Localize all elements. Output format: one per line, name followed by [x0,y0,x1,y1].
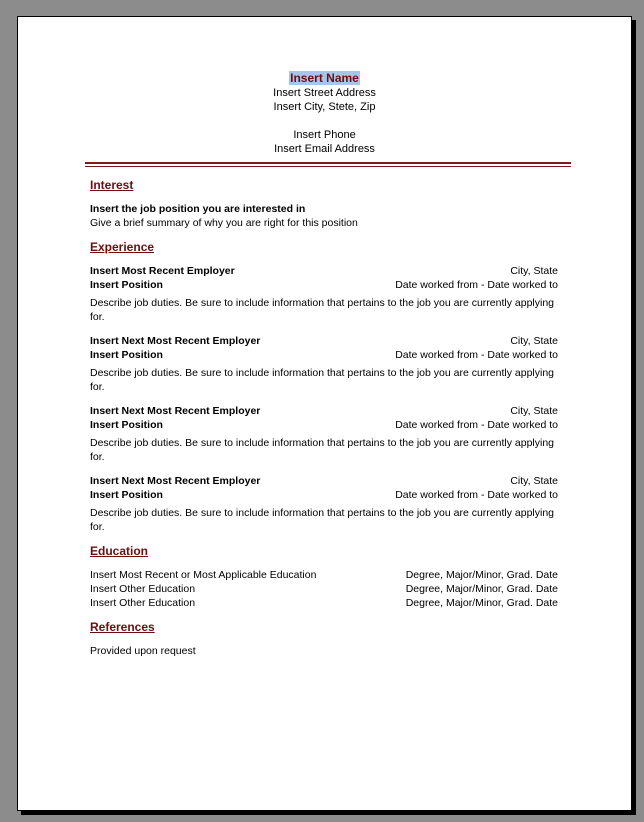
school[interactable]: Insert Other Education [90,597,196,609]
job-dates[interactable]: Date worked from - Date worked to [395,349,558,361]
document-page [17,16,632,811]
position[interactable]: Insert Position [90,349,163,361]
interest-heading: Interest [90,178,134,192]
employer[interactable]: Insert Most Recent Employer [90,265,235,277]
degree[interactable]: Degree, Major/Minor, Grad. Date [405,583,558,595]
interest-summary[interactable]: Give a brief summary of why you are right for this position [90,217,358,229]
resume-header [18,71,631,156]
experience-heading: Experience [90,240,155,254]
position[interactable]: Insert Position [90,489,163,501]
position[interactable]: Insert Position [90,279,163,291]
header-divider [85,162,571,167]
job-entry [90,334,558,394]
job-duties[interactable]: Describe job duties. Be sure to include information that pertains to the job you are currently applying for. [90,437,555,463]
education-heading: Education [90,544,149,558]
employer[interactable]: Insert Next Most Recent Employer [90,405,261,417]
name-field[interactable]: Insert Name [290,71,359,85]
experience-section [90,240,558,534]
email-address[interactable]: Insert Email Address [274,143,375,155]
references-heading: References [90,620,155,634]
job-location[interactable]: City, State [510,265,558,277]
references-section [90,620,558,658]
job-entry [90,474,558,534]
job-entry [90,404,558,464]
position[interactable]: Insert Position [90,419,163,431]
employer[interactable]: Insert Next Most Recent Employer [90,475,261,487]
resume-body [90,178,558,668]
interest-position[interactable]: Insert the job position you are interested in [90,203,306,215]
city-state-zip[interactable]: Insert City, Stete, Zip [273,101,376,113]
interest-section [90,178,558,230]
degree[interactable]: Degree, Major/Minor, Grad. Date [405,597,558,609]
job-entry [90,264,558,324]
education-item [90,596,558,610]
job-location[interactable]: City, State [510,475,558,487]
job-dates[interactable]: Date worked from - Date worked to [395,489,558,501]
education-section [90,544,558,610]
job-duties[interactable]: Describe job duties. Be sure to include information that pertains to the job you are currently applying for. [90,507,555,533]
job-duties[interactable]: Describe job duties. Be sure to include information that pertains to the job you are currently applying for. [90,297,555,323]
job-location[interactable]: City, State [510,335,558,347]
street-address[interactable]: Insert Street Address [273,87,376,99]
employer[interactable]: Insert Next Most Recent Employer [90,335,261,347]
phone[interactable]: Insert Phone [293,129,356,141]
school[interactable]: Insert Other Education [90,583,196,595]
education-item [90,582,558,596]
degree[interactable]: Degree, Major/Minor, Grad. Date [405,569,558,581]
education-item [90,568,558,582]
job-dates[interactable]: Date worked from - Date worked to [395,419,558,431]
school[interactable]: Insert Most Recent or Most Applicable Education [90,569,317,581]
job-location[interactable]: City, State [510,405,558,417]
job-duties[interactable]: Describe job duties. Be sure to include information that pertains to the job you are currently applying for. [90,367,555,393]
references-text[interactable]: Provided upon request [90,645,196,657]
job-dates[interactable]: Date worked from - Date worked to [395,279,558,291]
